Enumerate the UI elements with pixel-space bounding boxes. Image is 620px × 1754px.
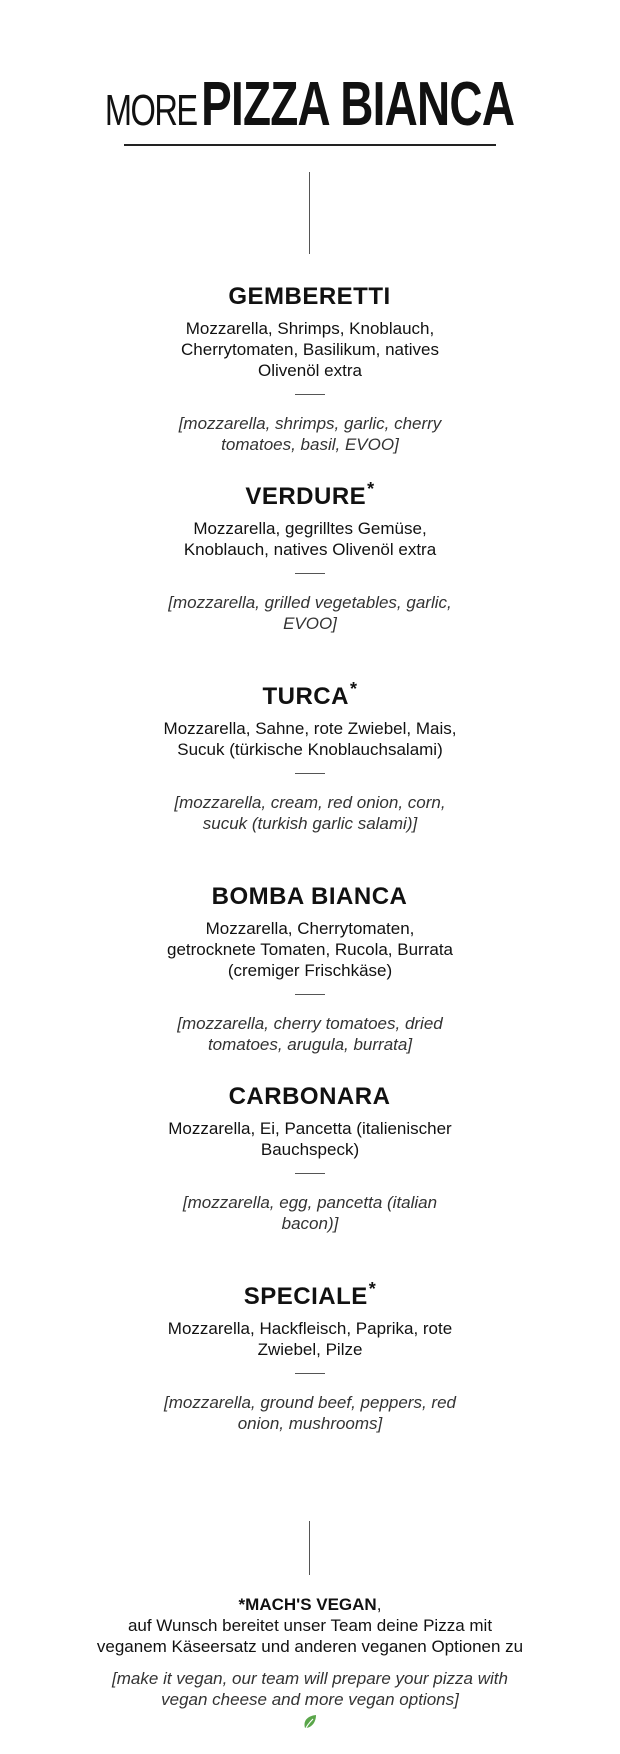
- item-divider: [295, 1173, 325, 1174]
- item-description-en: [mozzarella, shrimps, garlic, cherry tomatoes, basil, EVOO]: [178, 414, 442, 454]
- item-description-en: [mozzarella, ground beef, peppers, red onion, mushrooms]: [163, 1393, 456, 1433]
- vegan-note-de-line1: auf Wunsch bereitet unser Team deine Pizza mit: [127, 1616, 493, 1635]
- title-prefix: MORE: [105, 86, 198, 135]
- menu-item: [0, 474, 620, 674]
- vegan-note-heading-comma: ,: [376, 1595, 382, 1614]
- vegan-marker: *: [349, 679, 358, 699]
- menu-item: [0, 674, 620, 874]
- item-name: GEMBERETTI: [228, 283, 391, 310]
- item-divider: [295, 994, 325, 995]
- item-description-de: Mozzarella, Shrimps, Knoblauch, Cherrytomaten, Basilikum, natives Olivenöl extra: [181, 319, 439, 380]
- item-name: BOMBA BIANCA: [211, 883, 408, 910]
- menu-item: [0, 874, 620, 1074]
- item-name: SPECIALE: [243, 1283, 368, 1310]
- vegan-note-en-line1: [make it vegan, our team will prepare your pizza with: [112, 1669, 508, 1688]
- vegan-marker: *: [367, 479, 375, 499]
- item-description-de: Mozzarella, Ei, Pancetta (italienischer Bauchspeck): [168, 1119, 452, 1159]
- item-description-de: Mozzarella, Cherrytomaten, getrocknete Tomaten, Rucola, Burrata (cremiger Frischkäse): [166, 919, 453, 980]
- item-description-en: [mozzarella, grilled vegetables, garlic, EVOO]: [168, 593, 452, 633]
- item-divider: [295, 394, 325, 395]
- menu-items: [0, 274, 620, 1474]
- vegan-note-heading: *MACH'S VEGAN: [238, 1595, 377, 1614]
- title-underline: [124, 144, 496, 146]
- item-divider: [295, 573, 325, 574]
- menu-title: [0, 70, 620, 139]
- item-description-de: Mozzarella, Hackfleisch, Paprika, rote Zwiebel, Pilze: [167, 1319, 453, 1359]
- vegan-note: [0, 1594, 620, 1710]
- top-divider-line: [309, 172, 310, 254]
- item-divider: [295, 1373, 325, 1374]
- menu-item: [0, 1274, 620, 1474]
- item-description-en: [mozzarella, egg, pancetta (italian bacon)]: [182, 1193, 438, 1233]
- menu-item: [0, 1074, 620, 1274]
- item-name: TURCA: [262, 683, 349, 710]
- leaf-icon: [302, 1714, 318, 1732]
- title-main: PIZZA BIANCA: [201, 70, 515, 139]
- vegan-marker: *: [368, 1279, 377, 1299]
- item-name: CARBONARA: [228, 1083, 391, 1110]
- menu-item: [0, 274, 620, 474]
- bottom-divider-line: [309, 1521, 310, 1575]
- item-description-en: [mozzarella, cream, red onion, corn, sucuk (turkish garlic salami)]: [174, 793, 446, 833]
- item-description-de: Mozzarella, gegrilltes Gemüse, Knoblauch, natives Olivenöl extra: [183, 519, 437, 559]
- item-name: VERDURE: [245, 483, 367, 510]
- item-divider: [295, 773, 325, 774]
- vegan-note-de-line2: veganem Käseersatz und anderen veganen Optionen zu: [96, 1637, 524, 1656]
- vegan-note-en-line2: vegan cheese and more vegan options]: [161, 1690, 459, 1709]
- item-description-de: Mozzarella, Sahne, rote Zwiebel, Mais, Sucuk (türkische Knoblauchsalami): [163, 719, 457, 759]
- item-description-en: [mozzarella, cherry tomatoes, dried tomatoes, arugula, burrata]: [177, 1014, 443, 1054]
